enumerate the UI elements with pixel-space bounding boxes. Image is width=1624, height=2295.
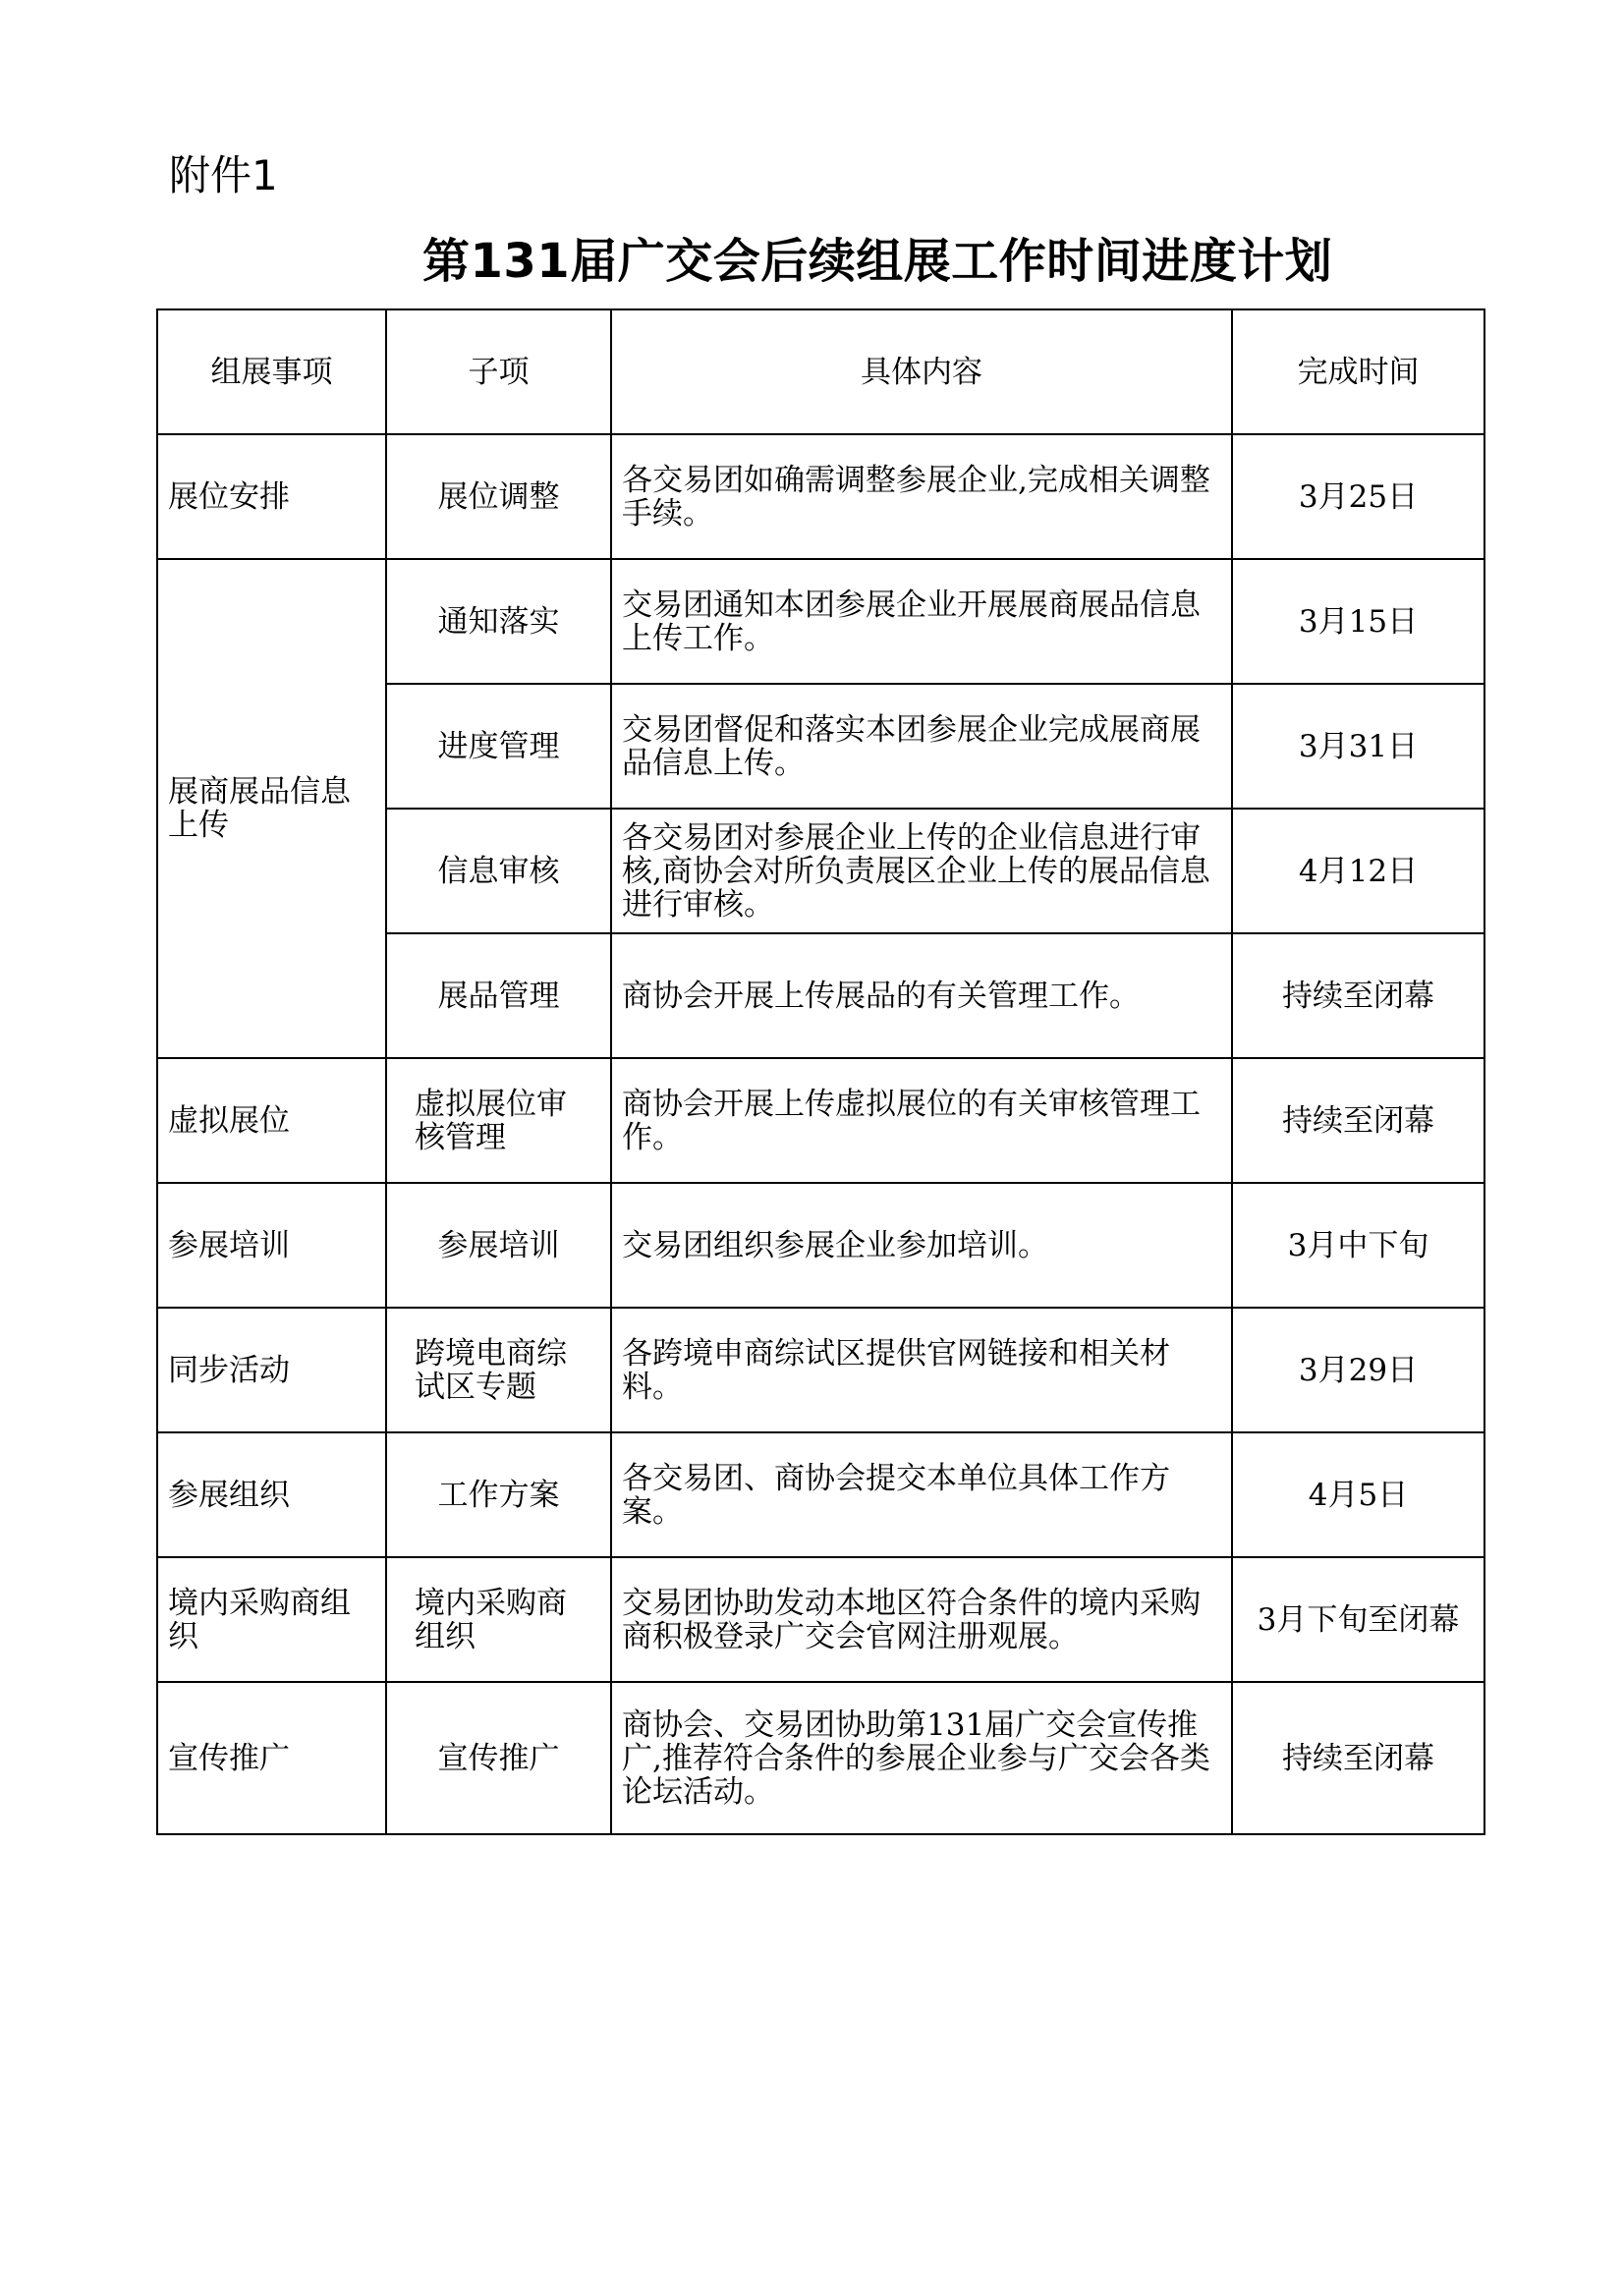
header-content: 具体内容 — [611, 309, 1232, 434]
row-subitem: 参展培训 — [386, 1183, 611, 1308]
table-row — [157, 1432, 1484, 1557]
row-deadline: 4月5日 — [1232, 1432, 1484, 1557]
row-subitem: 进度管理 — [386, 684, 611, 809]
row-subitem: 宣传推广 — [386, 1682, 611, 1834]
row-deadline: 4月12日 — [1232, 809, 1484, 933]
row-deadline: 3月下旬至闭幕 — [1232, 1557, 1484, 1682]
header-subitem: 子项 — [386, 309, 611, 434]
table-row — [157, 1557, 1484, 1682]
row-content: 各跨境申商综试区提供官网链接和相关材料。 — [611, 1308, 1232, 1432]
row-subitem: 展位调整 — [386, 434, 611, 559]
row-content: 商协会、交易团协助第131届广交会宣传推广,推荐符合条件的参展企业参与广交会各类论坛活动。 — [611, 1682, 1232, 1834]
row-content: 各交易团对参展企业上传的企业信息进行审核,商协会对所负责展区企业上传的展品信息进行审核。 — [611, 809, 1232, 933]
row-content: 商协会开展上传虚拟展位的有关审核管理工作。 — [611, 1058, 1232, 1183]
row-content: 各交易团如确需调整参展企业,完成相关调整手续。 — [611, 434, 1232, 559]
table-row — [157, 1183, 1484, 1308]
row-deadline: 3月15日 — [1232, 559, 1484, 684]
row-item: 虚拟展位 — [157, 1058, 386, 1183]
row-deadline: 3月31日 — [1232, 684, 1484, 809]
row-content: 交易团通知本团参展企业开展展商展品信息上传工作。 — [611, 559, 1232, 684]
table-row — [157, 559, 1484, 684]
table-header-row — [157, 309, 1484, 434]
row-item: 展商展品信息上传 — [157, 559, 386, 1058]
row-item: 宣传推广 — [157, 1682, 386, 1834]
row-item: 同步活动 — [157, 1308, 386, 1432]
row-deadline: 持续至闭幕 — [1232, 933, 1484, 1058]
row-deadline: 3月中下旬 — [1232, 1183, 1484, 1308]
row-item: 展位安排 — [157, 434, 386, 559]
row-content: 交易团组织参展企业参加培训。 — [611, 1183, 1232, 1308]
row-content: 交易团协助发动本地区符合条件的境内采购商积极登录广交会官网注册观展。 — [611, 1557, 1232, 1682]
row-subitem: 跨境电商综试区专题 — [386, 1308, 611, 1432]
row-subitem: 展品管理 — [386, 933, 611, 1058]
row-deadline: 持续至闭幕 — [1232, 1058, 1484, 1183]
schedule-table — [156, 308, 1485, 1835]
table-row — [157, 1058, 1484, 1183]
row-item: 参展培训 — [157, 1183, 386, 1308]
table-row — [157, 434, 1484, 559]
row-content: 各交易团、商协会提交本单位具体工作方案。 — [611, 1432, 1232, 1557]
attachment-label: 附件1 — [169, 151, 278, 199]
header-deadline: 完成时间 — [1232, 309, 1484, 434]
row-content: 交易团督促和落实本团参展企业完成展商展品信息上传。 — [611, 684, 1232, 809]
row-content: 商协会开展上传展品的有关管理工作。 — [611, 933, 1232, 1058]
row-item: 参展组织 — [157, 1432, 386, 1557]
header-item: 组展事项 — [157, 309, 386, 434]
table-row — [157, 1308, 1484, 1432]
row-deadline: 3月29日 — [1232, 1308, 1484, 1432]
row-subitem: 境内采购商组织 — [386, 1557, 611, 1682]
row-deadline: 3月25日 — [1232, 434, 1484, 559]
table-row — [157, 1682, 1484, 1834]
row-deadline: 持续至闭幕 — [1232, 1682, 1484, 1834]
row-subitem: 虚拟展位审核管理 — [386, 1058, 611, 1183]
page-title: 第131届广交会后续组展工作时间进度计划 — [422, 234, 1333, 289]
row-subitem: 信息审核 — [386, 809, 611, 933]
row-item: 境内采购商组织 — [157, 1557, 386, 1682]
row-subitem: 工作方案 — [386, 1432, 611, 1557]
row-subitem: 通知落实 — [386, 559, 611, 684]
